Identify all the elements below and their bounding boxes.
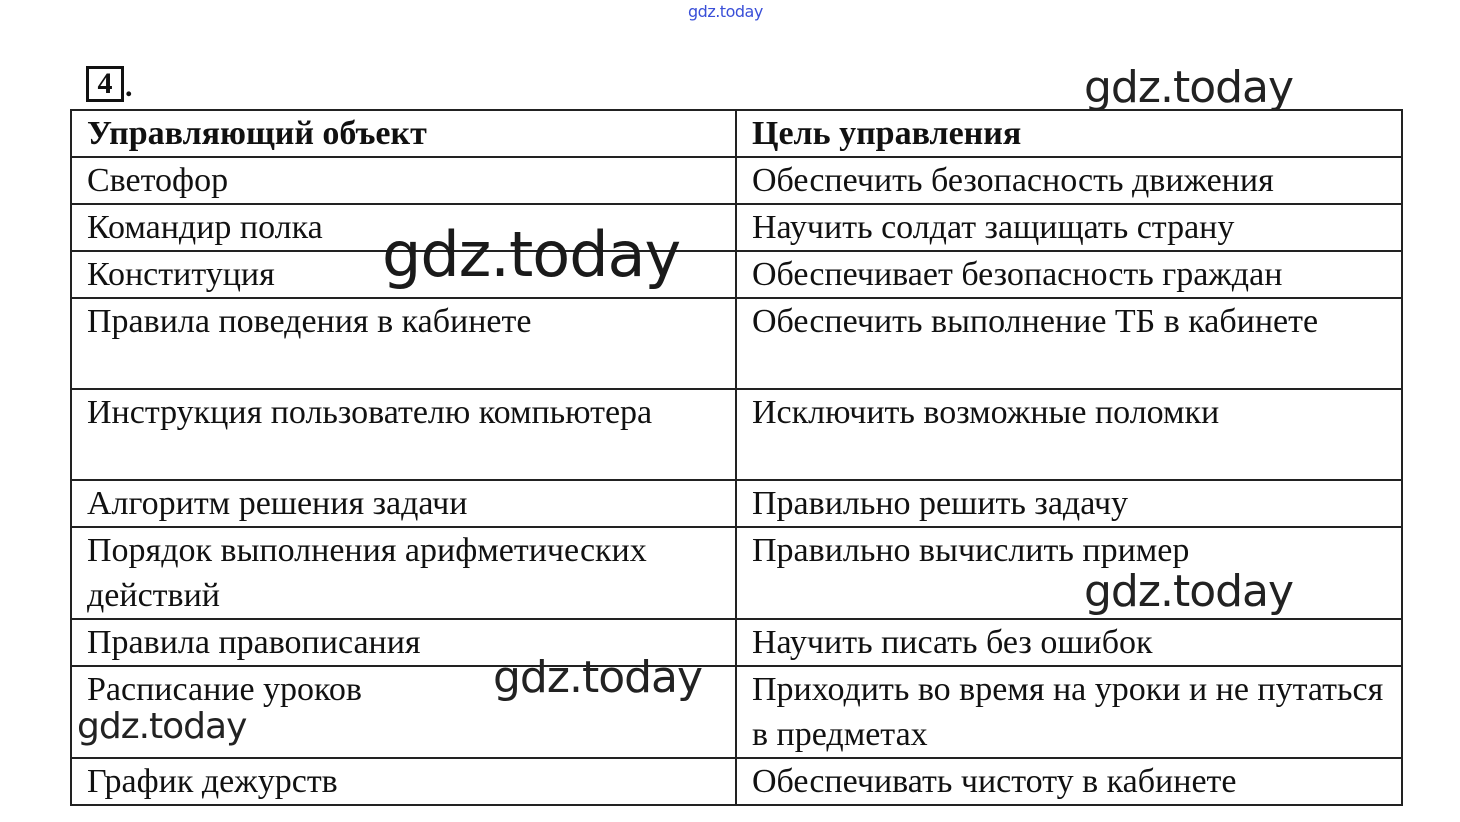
- goal-cell: Научить писать без ошибок: [736, 619, 1402, 666]
- table-row: [71, 758, 1402, 805]
- table-row: [71, 204, 1402, 251]
- task-number-dot: .: [125, 70, 133, 103]
- table-row: [71, 480, 1402, 527]
- goal-cell: Исключить возможные поломки: [736, 389, 1402, 480]
- header-watermark: gdz.today: [688, 2, 763, 21]
- table-row: [71, 389, 1402, 480]
- table-row: [71, 251, 1402, 298]
- header-control-object: Управляющий объект: [71, 110, 736, 157]
- answer-table: [70, 109, 1403, 806]
- goal-cell: Правильно решить задачу: [736, 480, 1402, 527]
- goal-cell: Приходить во время на уроки и не путаться в предметах: [736, 666, 1402, 758]
- object-cell: Расписание уроков: [71, 666, 736, 758]
- goal-cell: Обеспечить выполнение ТБ в кабинете: [736, 298, 1402, 389]
- watermark-center: gdz.today: [382, 218, 681, 291]
- watermark-lower-center: gdz.today: [493, 652, 703, 703]
- goal-cell: Правильно вычислить пример: [736, 527, 1402, 619]
- object-cell: Правила правописания: [71, 619, 736, 666]
- object-cell: Командир полка: [71, 204, 736, 251]
- goal-cell: Обеспечивать чистоту в кабинете: [736, 758, 1402, 805]
- task-number: [86, 64, 133, 102]
- goal-cell: Обеспечить безопасность движения: [736, 157, 1402, 204]
- header-control-goal: Цель управления: [736, 110, 1402, 157]
- object-cell: Порядок выполнения арифметических действий: [71, 527, 736, 619]
- object-cell: Алгоритм решения задачи: [71, 480, 736, 527]
- table-row: [71, 527, 1402, 619]
- object-cell: График дежурств: [71, 758, 736, 805]
- watermark-top-right: gdz.today: [1084, 62, 1294, 113]
- object-cell: Инструкция пользователю компьютера: [71, 389, 736, 480]
- table-row: [71, 298, 1402, 389]
- goal-cell: Научить солдат защищать страну: [736, 204, 1402, 251]
- object-cell: Правила поведения в кабинете: [71, 298, 736, 389]
- task-number-box: 4: [86, 66, 124, 102]
- object-cell: Светофор: [71, 157, 736, 204]
- table-header-row: [71, 110, 1402, 157]
- table-row: [71, 619, 1402, 666]
- goal-cell: Обеспечивает безопасность граждан: [736, 251, 1402, 298]
- watermark-right: gdz.today: [1084, 566, 1294, 617]
- watermark-lower-left: gdz.today: [77, 706, 247, 747]
- table-row: [71, 157, 1402, 204]
- object-cell: Конституция: [71, 251, 736, 298]
- table-row: [71, 666, 1402, 758]
